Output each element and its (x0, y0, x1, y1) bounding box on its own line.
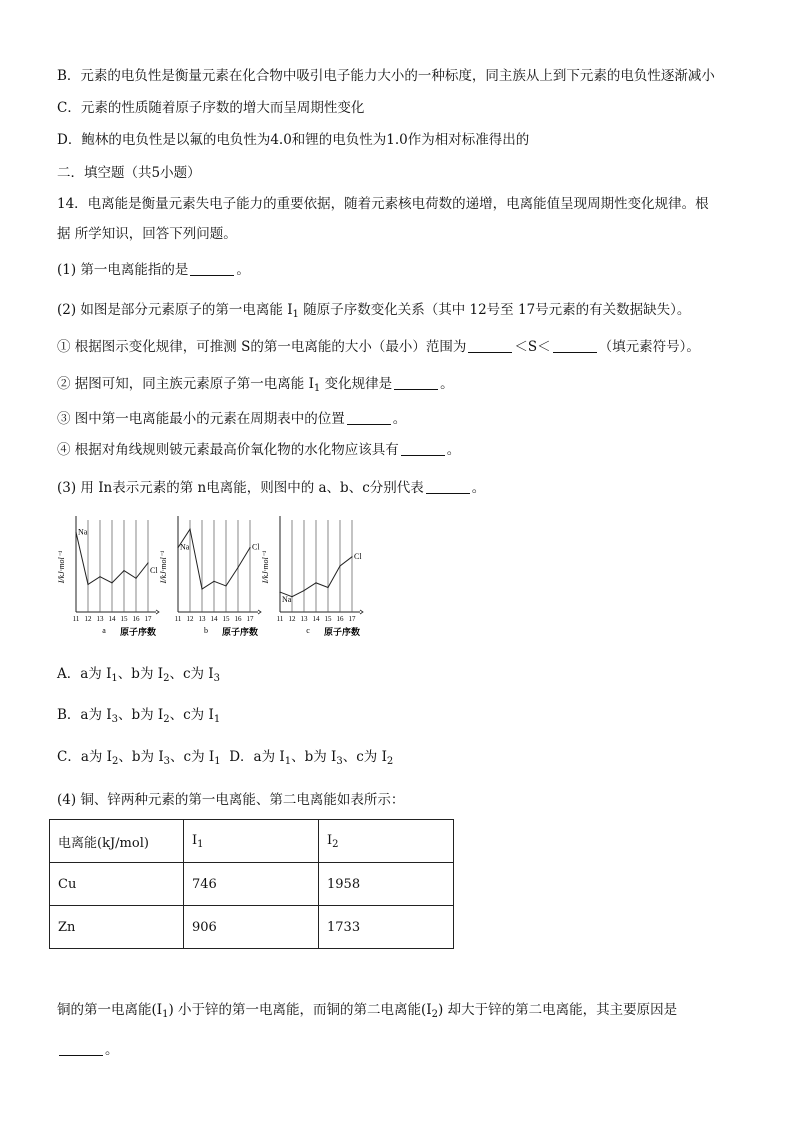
data-point (201, 588, 202, 589)
x-tick-label: 15 (324, 615, 332, 623)
q14-part2-4: ④ 根据对角线规则铍元素最高价氧化物的水化物应该具有 。 (57, 442, 461, 458)
option-d: D．a为 $I_1$、b为 $I_3$、c为 $I_2$ (229, 749, 394, 767)
option-d-prev: D．鲍林的电负性是以氟的电负性为4.0和锂的电负性为1.0作为相对标准得出的 (57, 132, 530, 148)
start-label: Na (282, 595, 292, 605)
panel-letter: b (204, 626, 208, 635)
x-tick-label: 14 (210, 615, 218, 623)
data-point (279, 591, 280, 592)
q14-part4-question: 铜的第一电离能$(I_1)$ 小于锌的第一电离能，而铜的第二电离能$(I_2)$ 却大于锌的第二电离能，其主要原因是 (57, 1002, 678, 1020)
data-point (339, 565, 340, 566)
x-tick-label: 11 (276, 615, 284, 623)
start-label: Na (180, 542, 190, 552)
q14-part3: (3) 用 In表示元素的第 n电离能，则图中的 a、b、c分别代表 。 (57, 480, 486, 496)
answer-blank (426, 479, 470, 494)
ionization-energy-charts (58, 512, 370, 644)
y-axis-label: I/kJ·mol⁻¹ (261, 550, 270, 584)
q14-part4: (4) 铜、锌两种元素的第一电离能、第二电离能如表所示： (57, 792, 405, 808)
answer-blank (59, 1041, 103, 1056)
x-tick-label: 12 (186, 615, 194, 623)
option-a: A．a为 $I_1$、b为 $I_2$、c为 $I_3$ (57, 666, 221, 684)
data-point (303, 590, 304, 591)
table-row (50, 863, 454, 906)
ionization-energy-table (49, 819, 454, 949)
start-label: Na (78, 527, 88, 537)
data-point (225, 585, 226, 586)
x-axis-arrow (360, 610, 363, 614)
x-tick-label: 16 (234, 615, 242, 623)
x-tick-label: 11 (174, 615, 182, 623)
data-point (189, 529, 190, 530)
answer-blank (401, 441, 445, 456)
x-tick-label: 11 (72, 615, 80, 623)
end-label: Cl (354, 551, 362, 561)
x-axis-label: 原子序数 (323, 628, 361, 638)
data-point (87, 584, 88, 585)
x-tick-label: 17 (246, 615, 254, 623)
end-label: Cl (252, 542, 260, 552)
table-header-row (50, 820, 454, 863)
data-point (249, 547, 250, 548)
x-tick-label: 16 (132, 615, 140, 623)
data-point (315, 582, 316, 583)
x-tick-label: 15 (222, 615, 230, 623)
answer-blank (468, 338, 512, 353)
option-c-d (57, 747, 393, 772)
data-point (111, 582, 112, 583)
x-axis-arrow (258, 610, 261, 614)
option-b: B．a为 $I_3$、b为 $I_2$、c为 $I_1$ (57, 707, 221, 725)
x-tick-label: 12 (84, 615, 92, 623)
data-point (327, 587, 328, 588)
q14-part2-1: ① 根据图示变化规律，可推测 S的第一电离能的大小（最小）范围为 ＜S＜ （填元素符号）。 (57, 339, 700, 355)
q14-part2-3: ③ 图中第一电离能最小的元素在周期表中的位置 。 (57, 411, 407, 427)
answer-blank (553, 338, 597, 353)
q14-part4-answer: 。 (57, 1040, 119, 1060)
table-header-cell: $I_2$ (319, 820, 454, 863)
section-title: 二．填空题（共5小题） (57, 165, 201, 181)
x-tick-label: 13 (300, 615, 308, 623)
x-tick-label: 17 (348, 615, 356, 623)
data-point (351, 556, 352, 557)
x-axis-label: 原子序数 (119, 628, 157, 638)
panel-letter: c (306, 626, 310, 635)
data-point (237, 567, 238, 568)
q14-part1: (1) 第一电离能指的是 。 (57, 262, 250, 278)
table-header-cell: 电离能(kJ/mol) (50, 820, 184, 863)
data-point (75, 532, 76, 533)
x-axis-label: 原子序数 (221, 628, 259, 638)
data-point (123, 570, 124, 571)
x-tick-label: 12 (288, 615, 296, 623)
x-tick-label: 13 (96, 615, 104, 623)
option-b-prev: B．元素的电负性是衡量元素在化合物中吸引电子能力大小的一种标度，同主族从上到下元素的电负性逐渐减小 (57, 68, 715, 84)
answer-blank (347, 410, 391, 425)
q14-part2-2: ② 据图可知，同主族元素原子第一电离能 $I_1$ 变化规律是 。 (57, 376, 454, 394)
table-cell: 1733 (319, 906, 454, 949)
data-point (291, 596, 292, 597)
x-tick-label: 17 (144, 615, 152, 623)
data-point (213, 581, 214, 582)
x-tick-label: 13 (198, 615, 206, 623)
table-row (50, 906, 454, 949)
answer-blank (394, 375, 438, 390)
x-tick-label: 14 (312, 615, 320, 623)
table-cell: 906 (184, 906, 319, 949)
y-axis-label: I/kJ·mol⁻¹ (57, 550, 66, 584)
x-axis-arrow (156, 610, 159, 614)
option-c: C．a为 $I_2$、b为 $I_3$、c为 $I_1$ (57, 749, 221, 767)
table-cell: 746 (184, 863, 319, 906)
q14-part2: (2) 如图是部分元素原子的第一电离能 $I_1$ 随原子序数变化关系（其中 12号至 17号元素的有关数据缺失）。 (57, 302, 691, 320)
panel-letter: a (102, 626, 106, 635)
data-point (135, 578, 136, 579)
table-cell: Zn (50, 906, 184, 949)
table-header-cell: $I_1$ (184, 820, 319, 863)
q14-stem-line2: 据 所学知识，回答下列问题。 (57, 226, 237, 242)
data-point (147, 562, 148, 563)
q14-stem-line1: 14．电离能是衡量元素失电子能力的重要依据，随着元素核电荷数的递增，电离能值呈现周期性变化规律。根 (57, 196, 709, 212)
y-axis-label: I/kJ·mol⁻¹ (159, 550, 168, 584)
data-point (99, 576, 100, 577)
data-point (177, 547, 178, 548)
table-cell: 1958 (319, 863, 454, 906)
x-tick-label: 16 (336, 615, 344, 623)
option-c-prev: C．元素的性质随着原子序数的增大而呈周期性变化 (57, 100, 365, 116)
table-cell: Cu (50, 863, 184, 906)
x-tick-label: 14 (108, 615, 116, 623)
answer-blank (190, 261, 234, 276)
x-tick-label: 15 (120, 615, 128, 623)
end-label: Cl (150, 565, 158, 575)
